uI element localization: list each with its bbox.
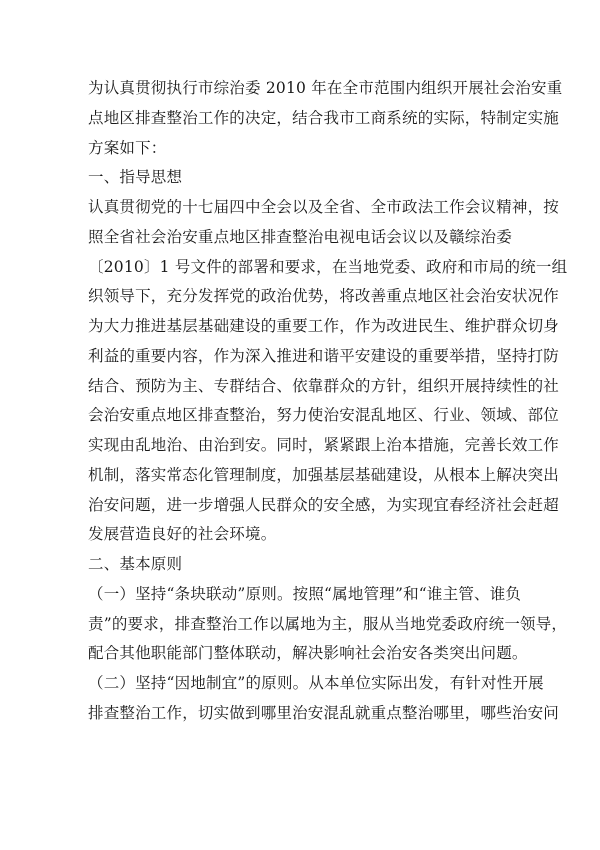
text-line: 机制，落实常态化管理制度，加强基层基础建设，从根本上解决突出 [88,465,560,484]
text-line: 照全省社会治安重点地区排查整治电视电话会议以及赣综治委 [88,227,512,246]
text-line: 配合其他职能部门整体联动，解决影响社会治安各类突出问题。 [88,644,528,663]
text-line: 实现由乱地治、由治到安。同时，紧紧跟上治本措施，完善长效工作 [88,436,560,454]
text-line: 发展营造良好的社会环境。 [88,525,277,544]
text-line: 治安问题，进一步增强人民群众的安全感，为实现宜春经济社会赶超 [88,495,560,514]
text-line: （二）坚持“因地制宜”的原则。从本单位实际出发，有针对性开展 [88,674,544,692]
text-line: 织领导下，充分发挥党的政治优势，将改善重点地区社会治安状况作 [88,287,560,306]
text-line: 点地区排查整治工作的决定，结合我市工商系统的实际，特制定实施 [88,108,560,127]
text-line: 结合、预防为主、专群结合、依靠群众的方针，组织开展持续性的社 [88,376,560,395]
text-line: 为认真贯彻执行市综治委 2010 年在全市范围内组织开展社会治安重 [88,79,563,97]
text-line: 责”的要求，排查整治工作以属地为主，服从当地党委政府统一领导， [88,614,568,633]
section-heading: 二、基本原则 [88,555,183,573]
text-line: 认真贯彻党的十七届四中全会以及全省、全市政法工作会议精神，按 [88,198,560,216]
text-line: 方案如下： [88,138,167,157]
text-line: 为大力推进基层基础建设的重要工作，作为改进民生、维护群众切身 [88,317,560,335]
text-line: 排查整治工作，切实做到哪里治安混乱就重点整治哪里，哪些治安问 [88,703,560,722]
text-line: 会治安重点地区排查整治，努力使治安混乱地区、行业、领域、部位 [88,406,560,425]
text-line: （一）坚持“条块联动”原则。按照“属地管理”和“谁主管、谁负 [88,584,522,603]
text-line: 〔2010〕1 号文件的部署和要求，在当地党委、政府和市局的统一组 [88,257,568,276]
section-heading: 一、指导思想 [88,168,183,187]
text-line: 利益的重要内容，作为深入推进和谐平安建设的重要举措，坚持打防 [88,346,560,365]
